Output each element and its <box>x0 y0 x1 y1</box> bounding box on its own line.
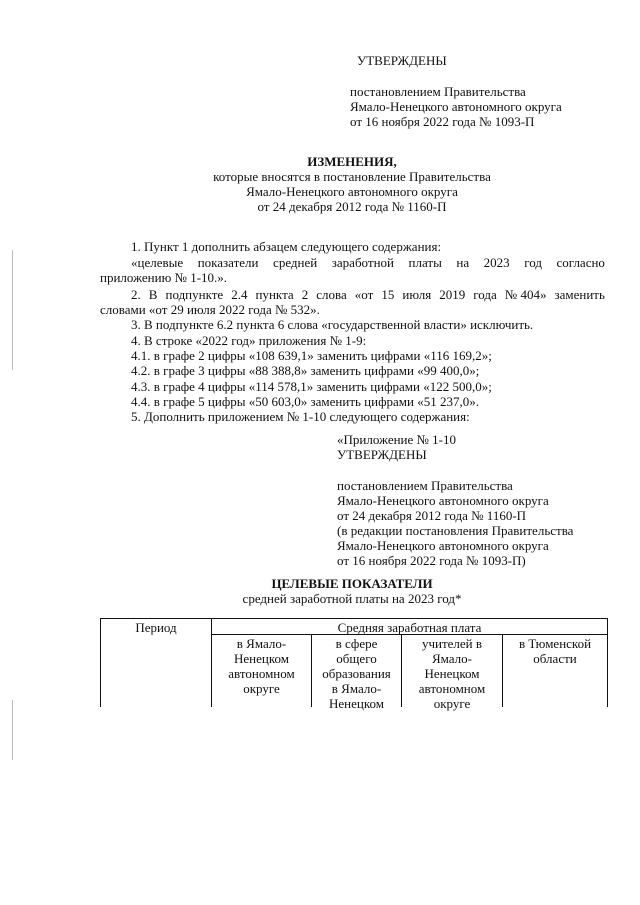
col-header-line: области <box>533 651 577 666</box>
margin-mark <box>12 250 13 370</box>
col-header-line: общего <box>336 651 377 666</box>
appendix-label: «Приложение № 1-10 <box>337 432 457 447</box>
col-header-line: округе <box>433 696 471 711</box>
word: на <box>456 255 470 270</box>
changes-subtitle-line: Ямало-Ненецкого автономного округа <box>246 184 458 199</box>
table-col-header-1 <box>212 636 311 696</box>
changes-subtitle <box>160 169 544 214</box>
item-1-quote-line-2: приложению № 1-10.». <box>100 270 228 285</box>
approval-top-line: Ямало-Ненецкого автономного округа <box>350 99 562 114</box>
col-header-line: в Тюменской <box>518 636 592 651</box>
approval-top-line: от 16 ноября 2022 года № 1093-П <box>350 114 535 129</box>
item-2-line-1 <box>131 287 605 302</box>
word: июля <box>402 287 432 302</box>
col-header-line: учителей в <box>421 636 483 651</box>
word: «целевые <box>131 255 184 270</box>
targets-title: ЦЕЛЕВЫЕ ПОКАЗАТЕЛИ <box>271 576 433 591</box>
targets-subtitle: средней заработной платы на 2023 год* <box>242 591 462 606</box>
word: «от <box>354 287 374 302</box>
col-header-line: Ямало- <box>431 651 472 666</box>
word: заменить <box>554 287 605 302</box>
changes-subtitle-line: которые вносятся в постановление Правительства <box>213 169 491 184</box>
changes-title: ИЗМЕНЕНИЯ, <box>307 154 397 169</box>
table-col-header-4 <box>503 636 607 666</box>
item-3: 3. В подпункте 6.2 пункта 6 слова «государственной власти» исключить. <box>131 317 534 332</box>
col-header-line: образования <box>322 666 391 681</box>
table-header-period: Период <box>135 620 177 635</box>
item-4-3: 4.3. в графе 4 цифры «114 578,1» заменить цифрами «122 500,0»; <box>131 379 492 394</box>
word: слова <box>316 287 347 302</box>
table-header-group: Средняя заработная плата <box>337 620 482 635</box>
col-header-line: Ненецком <box>329 696 384 711</box>
table-col-header-3 <box>402 636 502 711</box>
word: 15 <box>381 287 395 302</box>
changes-subtitle-line: от 24 декабря 2012 года № 1160-П <box>257 199 447 214</box>
appendix-line: от 24 декабря 2012 года № 1160-П <box>337 508 527 523</box>
appendix-title: УТВЕРЖДЕНЫ <box>337 447 427 462</box>
approval-top-title: УТВЕРЖДЕНЫ <box>357 53 447 68</box>
table-col-header-2 <box>312 636 401 711</box>
col-header-line: Ненецком <box>424 666 480 681</box>
appendix-line: (в редакции постановления Правительства <box>337 523 574 538</box>
word: год <box>524 255 542 270</box>
col-header-line: автономном <box>418 681 486 696</box>
word: средней <box>273 255 318 270</box>
item-4-2: 4.2. в графе 3 цифры «88 388,8» заменить цифрами «99 400,0»; <box>131 363 480 378</box>
item-4-4: 4.4. в графе 5 цифры «50 603,0» заменить цифрами «51 237,0». <box>131 394 479 409</box>
col-header-line: Ненецком <box>234 651 289 666</box>
word: подпункте <box>165 287 224 302</box>
appendix-lines <box>337 478 573 568</box>
word: года <box>473 287 497 302</box>
word: заработной <box>331 255 394 270</box>
approval-top-line: постановлением Правительства <box>350 84 526 99</box>
col-header-line: автономном <box>228 666 295 681</box>
targets-table <box>100 618 608 711</box>
appendix-line: постановлением Правительства <box>337 478 513 493</box>
word: 2023 <box>483 255 510 270</box>
col-header-line: в Ямало- <box>331 681 382 696</box>
word: показатели <box>197 255 259 270</box>
word: согласно <box>556 255 605 270</box>
item-4: 4. В строке «2022 год» приложения № 1-9: <box>131 333 367 348</box>
word: платы <box>408 255 442 270</box>
col-header-line: в сфере <box>335 636 378 651</box>
col-header-line: округе <box>243 681 280 696</box>
item-4-1: 4.1. в графе 2 цифры «108 639,1» заменить цифрами «116 169,2»; <box>131 348 492 363</box>
margin-mark <box>12 700 13 760</box>
appendix-line: Ямало-Ненецкого автономного округа <box>337 493 549 508</box>
word: В <box>148 287 158 302</box>
word: 2019 <box>439 287 466 302</box>
word: 2 <box>301 287 309 302</box>
word: 2. <box>131 287 141 302</box>
item-1: 1. Пункт 1 дополнить абзацем следующего содержания: <box>131 239 442 254</box>
item-2-line-2: словами «от 29 июля 2022 года № 532». <box>100 302 320 317</box>
col-header-line: в Ямало- <box>236 636 287 651</box>
appendix-line: от 16 ноября 2022 года № 1093-П) <box>337 553 526 568</box>
item-5: 5. Дополнить приложением № 1-10 следующего содержания: <box>131 409 470 424</box>
approval-top-lines <box>350 84 562 129</box>
item-1-quote-line-1 <box>131 255 605 270</box>
word: № 404» <box>504 287 547 302</box>
word: 2.4 <box>231 287 248 302</box>
appendix-line: Ямало-Ненецкого автономного округа <box>337 538 549 553</box>
word: пункта <box>255 287 294 302</box>
